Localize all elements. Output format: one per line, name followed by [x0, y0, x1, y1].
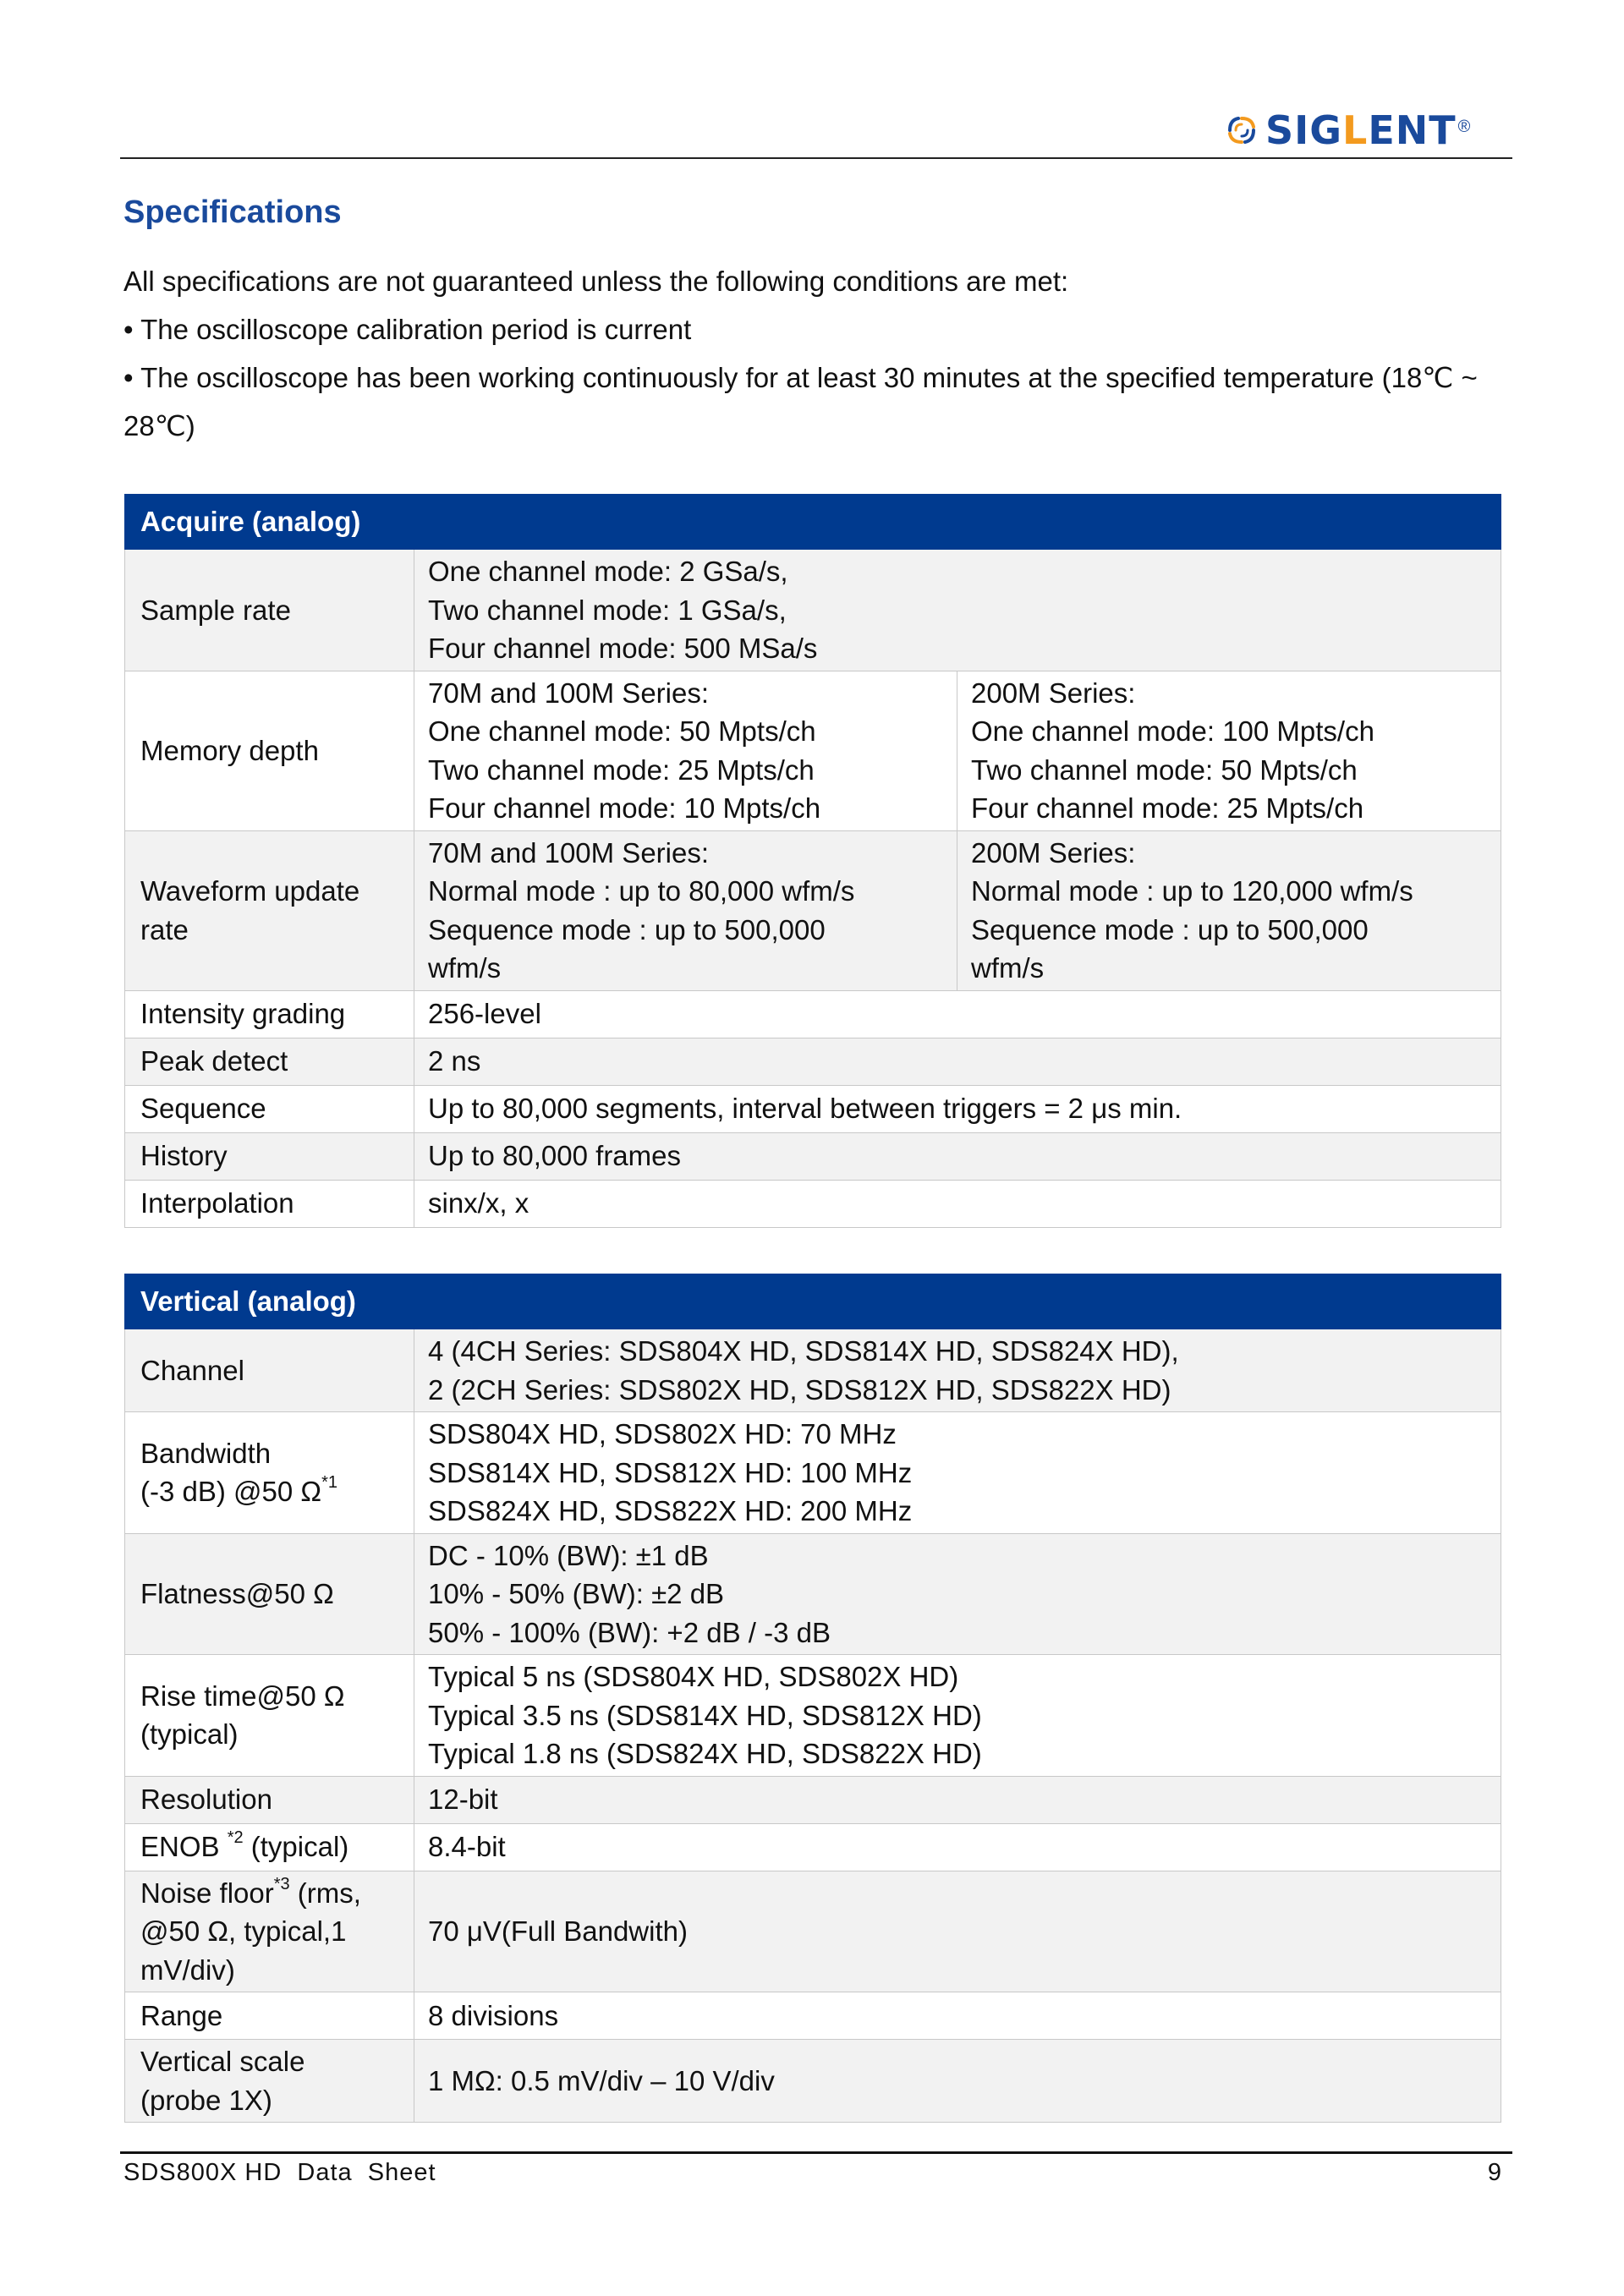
- spec-label: Interpolation: [125, 1180, 414, 1227]
- spec-value: 256-level: [414, 990, 1501, 1038]
- intro-text: All specifications are not guaranteed unless the following conditions are met:: [123, 266, 1069, 297]
- spec-label: Range: [125, 1992, 414, 2040]
- spec-value: 8 divisions: [414, 1992, 1501, 2040]
- table-section-header: Acquire (analog): [125, 495, 1501, 550]
- table-row: [125, 990, 1501, 1038]
- spec-label: Resolution: [125, 1776, 414, 1823]
- spec-label: Bandwidth (-3 dB) @50 $\Omega^{*1}$: [125, 1412, 414, 1534]
- condition-bullet: • The oscilloscope has been working continuously for at least 30 minutes at the specified temperature (18℃ ~ 28℃): [123, 362, 1478, 441]
- table-section-header: Vertical (analog): [125, 1274, 1501, 1329]
- table-row: [125, 1412, 1501, 1534]
- table-row: [125, 1038, 1501, 1085]
- spec-value: sinx/x, x: [414, 1180, 1501, 1227]
- spec-label: Sample rate: [125, 550, 414, 671]
- spec-label: Channel: [125, 1329, 414, 1412]
- spec-label: Noise floor$^{*3}$ (rms, @50 Ω, typical,1 mV/div): [125, 1871, 414, 1992]
- spec-value: 12-bit: [414, 1776, 1501, 1823]
- footer-doc-title: SDS800X HD Data Sheet: [123, 2159, 436, 2186]
- acquire-spec-table: [124, 494, 1501, 1228]
- spec-label: Intensity grading: [125, 990, 414, 1038]
- page-number: 9: [1487, 2159, 1501, 2186]
- table-row: [125, 1533, 1501, 1655]
- spec-value: 70 μV(Full Bandwith): [414, 1871, 1501, 1992]
- spec-value: 4 (4CH Series: SDS804X HD, SDS814X HD, SDS824X HD), 2 (2CH Series: SDS802X HD, SDS812X HD, SDS822X HD): [414, 1329, 1501, 1412]
- spec-value: 2 ns: [414, 1038, 1501, 1085]
- intro-block: [123, 257, 1511, 450]
- table-row: [125, 1871, 1501, 1992]
- spec-value: Up to 80,000 segments, interval between triggers = 2 μs min.: [414, 1085, 1501, 1132]
- spec-value: Up to 80,000 frames: [414, 1132, 1501, 1180]
- spec-value: DC - 10% (BW): ±1 dB 10% - 50% (BW): ±2 dB 50% - 100% (BW): +2 dB / -3 dB: [414, 1533, 1501, 1655]
- spec-label: Peak detect: [125, 1038, 414, 1085]
- condition-bullet: • The oscilloscope calibration period is current: [123, 314, 692, 345]
- spec-label: Memory depth: [125, 671, 414, 830]
- registered-mark: ®: [1457, 117, 1471, 136]
- spec-label: Flatness@50 Ω: [125, 1533, 414, 1655]
- spec-value: SDS804X HD, SDS802X HD: 70 MHz SDS814X HD, SDS812X HD: 100 MHz SDS824X HD, SDS822X HD: 200 MHz: [414, 1412, 1501, 1534]
- spec-label: Waveform update rate: [125, 830, 414, 990]
- siglent-logo: [1223, 105, 1470, 156]
- spec-value-70m-100m: 70M and 100M Series: One channel mode: 50 Mpts/ch Two channel mode: 25 Mpts/ch Four channel mode: 10 Mpts/ch: [414, 671, 957, 830]
- spec-value: 1 MΩ: 0.5 mV/div – 10 V/div: [414, 2040, 1501, 2123]
- table-row: [125, 2040, 1501, 2123]
- table-row: [125, 1655, 1501, 1777]
- spec-label: History: [125, 1132, 414, 1180]
- header-divider: [120, 157, 1512, 159]
- footer-divider: [120, 2151, 1512, 2154]
- vertical-spec-table: [124, 1274, 1501, 2123]
- page-title: Specifications: [123, 195, 342, 230]
- table-row: [125, 1823, 1501, 1871]
- siglent-swirl-icon: [1223, 112, 1260, 149]
- table-row: [125, 1776, 1501, 1823]
- spec-label: Vertical scale (probe 1X): [125, 2040, 414, 2123]
- table-row: [125, 1085, 1501, 1132]
- spec-value: 8.4-bit: [414, 1823, 1501, 1871]
- brand-wordmark: SIGLENT: [1265, 107, 1457, 153]
- table-row: [125, 1329, 1501, 1412]
- footnote-ref: *1: [321, 1473, 337, 1493]
- table-row: [125, 671, 1501, 830]
- footnote-ref: *2: [227, 1828, 244, 1848]
- spec-value-70m-100m: 70M and 100M Series: Normal mode : up to 80,000 wfm/s Sequence mode : up to 500,000 wfm/s: [414, 830, 957, 990]
- spec-label: ENOB $^{*2}$ (typical): [125, 1823, 414, 1871]
- spec-value: One channel mode: 2 GSa/s, Two channel mode: 1 GSa/s, Four channel mode: 500 MSa/s: [414, 550, 1501, 671]
- table-row: [125, 1132, 1501, 1180]
- table-row: [125, 1180, 1501, 1227]
- spec-label: Sequence: [125, 1085, 414, 1132]
- spec-value-200m: 200M Series: Normal mode : up to 120,000 wfm/s Sequence mode : up to 500,000 wfm/s: [957, 830, 1501, 990]
- table-row: [125, 1992, 1501, 2040]
- spec-label: Rise time@50 Ω (typical): [125, 1655, 414, 1777]
- spec-value-200m: 200M Series: One channel mode: 100 Mpts/ch Two channel mode: 50 Mpts/ch Four channel mode: 25 Mpts/ch: [957, 671, 1501, 830]
- spec-value: Typical 5 ns (SDS804X HD, SDS802X HD) Typical 3.5 ns (SDS814X HD, SDS812X HD) Typical 1.8 ns (SDS824X HD, SDS822X HD): [414, 1655, 1501, 1777]
- footnote-ref: *3: [273, 1874, 290, 1893]
- table-row: [125, 550, 1501, 671]
- table-row: [125, 830, 1501, 990]
